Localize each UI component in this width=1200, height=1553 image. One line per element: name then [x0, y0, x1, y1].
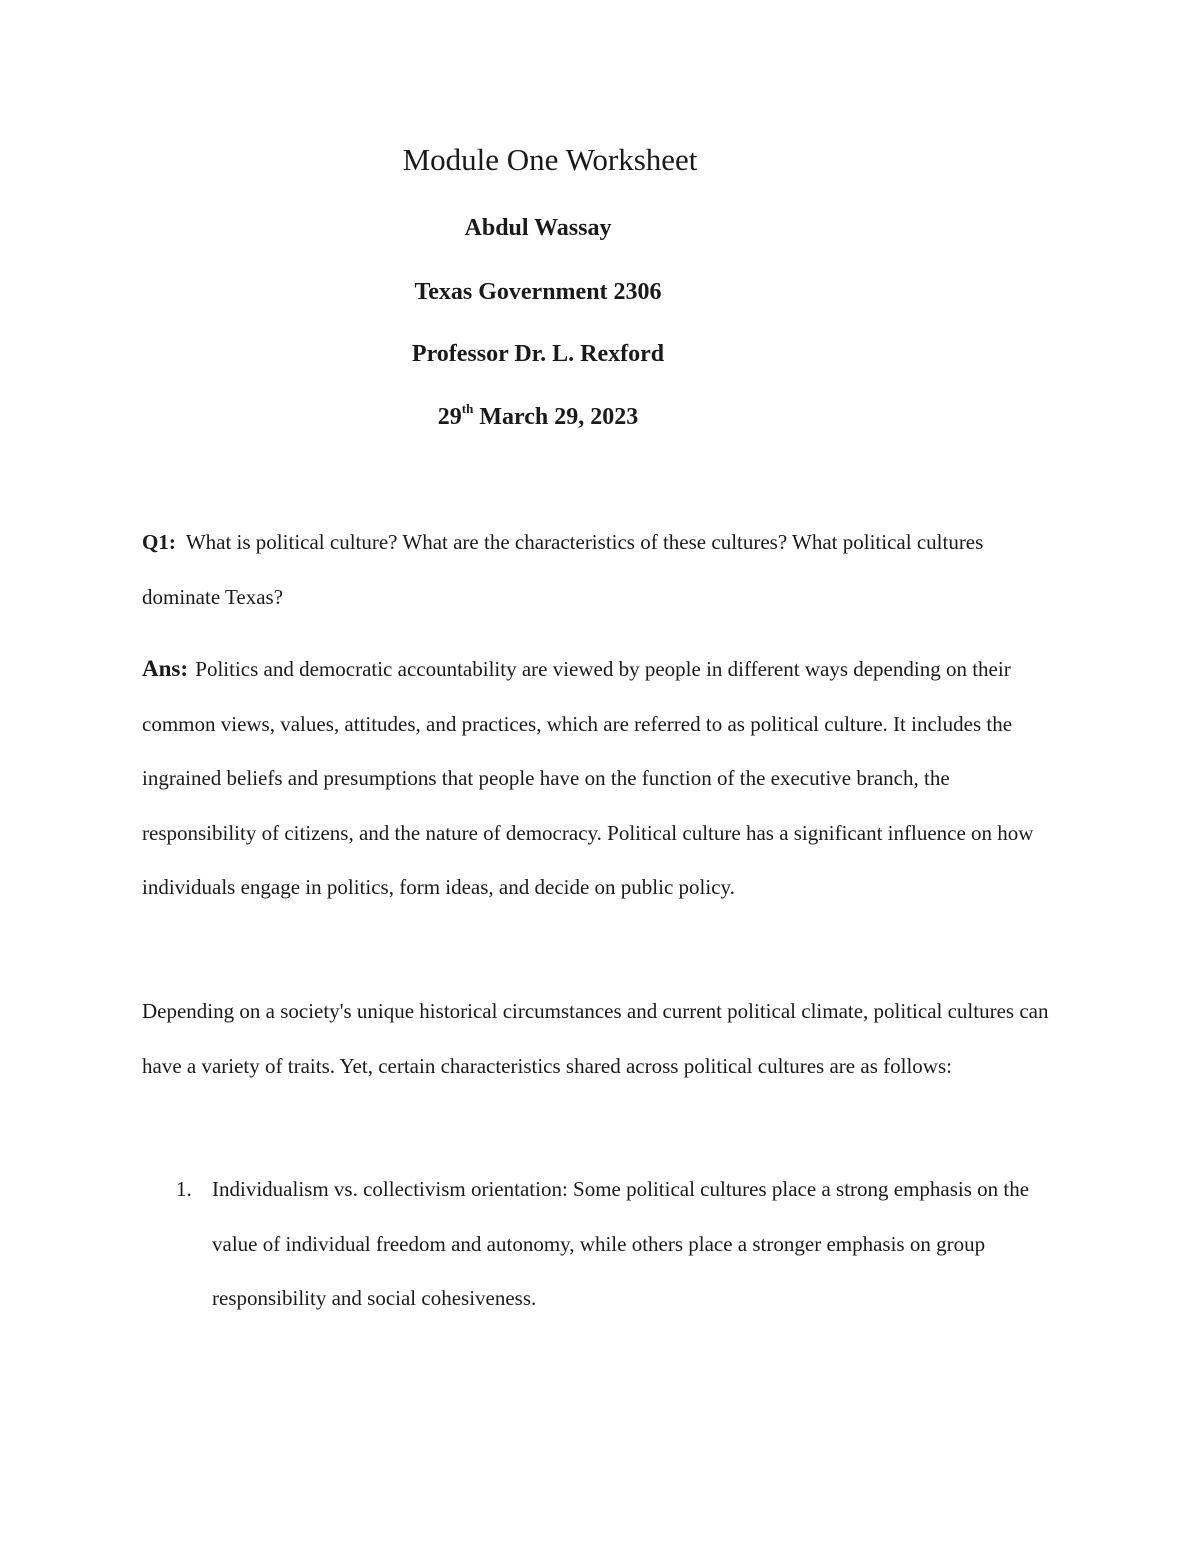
professor-name: Professor Dr. L. Rexford [411, 341, 665, 367]
question-1 [142, 515, 1062, 624]
answer-text-1: Politics and democratic accountability are viewed by people in different ways depending on their common views, values, attitudes, and practices, which are referred to as political culture. It includes the ingrained beliefs and presumptions that people have on the function of the executive branch, the responsibility of citizens, and the nature of democracy. Political culture has a significant influence on how individuals engage in politics, form ideas, and decide on public policy. [142, 657, 1034, 899]
answer-paragraph-1 [142, 642, 1062, 915]
answer-paragraph-2: Depending on a society's unique historical circumstances and current political climate, political cultures can have a variety of traits. Yet, certain characteristics shared across political cultures are as follows: [142, 999, 1049, 1078]
author-name: Abdul Wassay [464, 215, 612, 241]
submission-date [0, 401, 1076, 433]
question-text: What is political culture? What are the characteristics of these cultures? What political cultures dominate Texas? [142, 530, 984, 609]
date-ordinal-suffix: th [461, 401, 474, 416]
date-rest: March 29, 2023 [473, 404, 639, 430]
characteristics-list [142, 1162, 1062, 1326]
list-item-number: 1. [176, 1177, 192, 1201]
list-item-text: Individualism vs. collectivism orientation: Some political cultures place a strong emphasis on the value of individual freedom and autonomy, while others place a stronger emphasis on group responsibility and social cohesiveness. [212, 1177, 1030, 1310]
course-name: Texas Government 2306 [414, 279, 662, 305]
answer-label: Ans: [142, 656, 189, 681]
question-label: Q1: [142, 530, 176, 554]
list-item [142, 1162, 1062, 1326]
document-title: Module One Worksheet [402, 142, 698, 177]
date-day: 29 [437, 404, 462, 430]
